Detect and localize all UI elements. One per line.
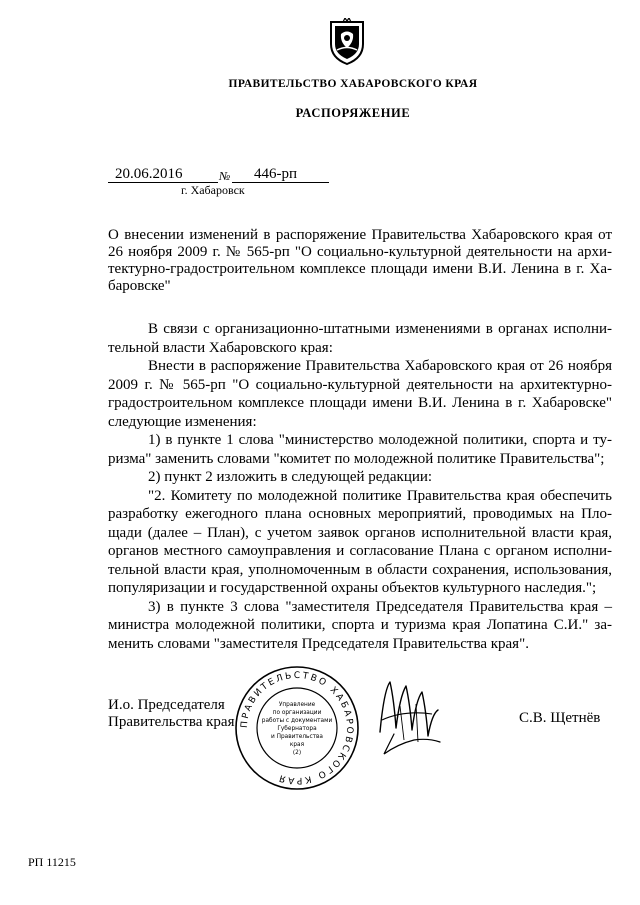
signer-position-line: Правительства края	[108, 714, 235, 730]
number-underline	[232, 182, 329, 183]
document-subject: О внесении изменений в распоряжение Правительства Хабаровского края от 26 ноября 2009 г. № 565-рп "О социально-культурной деятельности на архи-тектурно-градостроительном комплексе площади имени В.И. Ленина в г. Ха-баровске"	[108, 227, 612, 294]
stamp-center-text: Управление	[278, 702, 316, 708]
handwritten-signature	[370, 670, 450, 760]
stamp-center-text: и Правительства	[271, 734, 323, 740]
document-date: 20.06.2016	[115, 166, 183, 182]
document-city: г. Хабаровск	[181, 183, 245, 197]
government-title: ПРАВИТЕЛЬСТВО ХАБАРОВСКОГО КРАЯ	[228, 78, 478, 90]
document-number: 446-рп	[254, 166, 298, 182]
signer-position-line: И.о. Председателя	[108, 697, 225, 713]
document-body	[108, 320, 612, 653]
official-stamp	[233, 664, 361, 792]
signer-name: С.В. Щетнёв	[519, 710, 601, 726]
body-paragraph: 3) в пункте 3 слова "заместителя Председателя Правительства края – министра молодежной политики, спорта и туризма края Лопатина С.И." за-менить словами "заместителя Председателя Правительства края".	[108, 598, 612, 652]
body-paragraph: 1) в пункте 1 слова "министерство молодежной политики, спорта и ту-ризма" заменить словами "комитет по молодежной политике Правительства";	[108, 432, 612, 467]
stamp-center-text: по организации	[272, 710, 322, 716]
signer-position	[108, 697, 235, 731]
stamp-center-text: (2)	[292, 750, 302, 756]
stamp-center-text: работы с документами	[261, 718, 333, 724]
body-paragraph: 2) пункт 2 изложить в следующей редакции:	[148, 469, 433, 485]
body-paragraph: "2. Комитету по молодежной политике Правительства края обеспечить разработку ежегодного плана основных мероприятий, проводимых на Пло-щади (далее – План), с учетом заявок органов исполнительной власти края, органов местного самоуправления и согласование Плана с органом исполни-тельной власти края, уполномоченным в области сохранения, использования, популяризации и государственной охраны объектов культурного наследия.";	[108, 487, 612, 596]
stamp-ring-text: ПРАВИТЕЛЬСТВО ХАБАРОВСКОГО КРАЯ	[239, 670, 355, 786]
coat-of-arms-emblem	[327, 18, 367, 66]
document-type: РАСПОРЯЖЕНИЕ	[295, 106, 411, 120]
body-paragraph: В связи с организационно-штатными изменениями в органах исполни-тельной власти Хабаровского края:	[108, 321, 612, 356]
number-sign: №	[219, 169, 231, 183]
body-paragraph: Внести в распоряжение Правительства Хабаровского края от 26 ноября 2009 г. № 565-рп "О социально-культурной деятельности на архитектурно-градостроительном комплексе площади имени В.И. Ленина в г. Хабаровске" следующие изменения:	[108, 358, 612, 430]
stamp-center-text: Губернатора	[277, 726, 317, 732]
stamp-center-text: края	[289, 742, 305, 748]
footer-code: РП 11215	[28, 855, 76, 869]
